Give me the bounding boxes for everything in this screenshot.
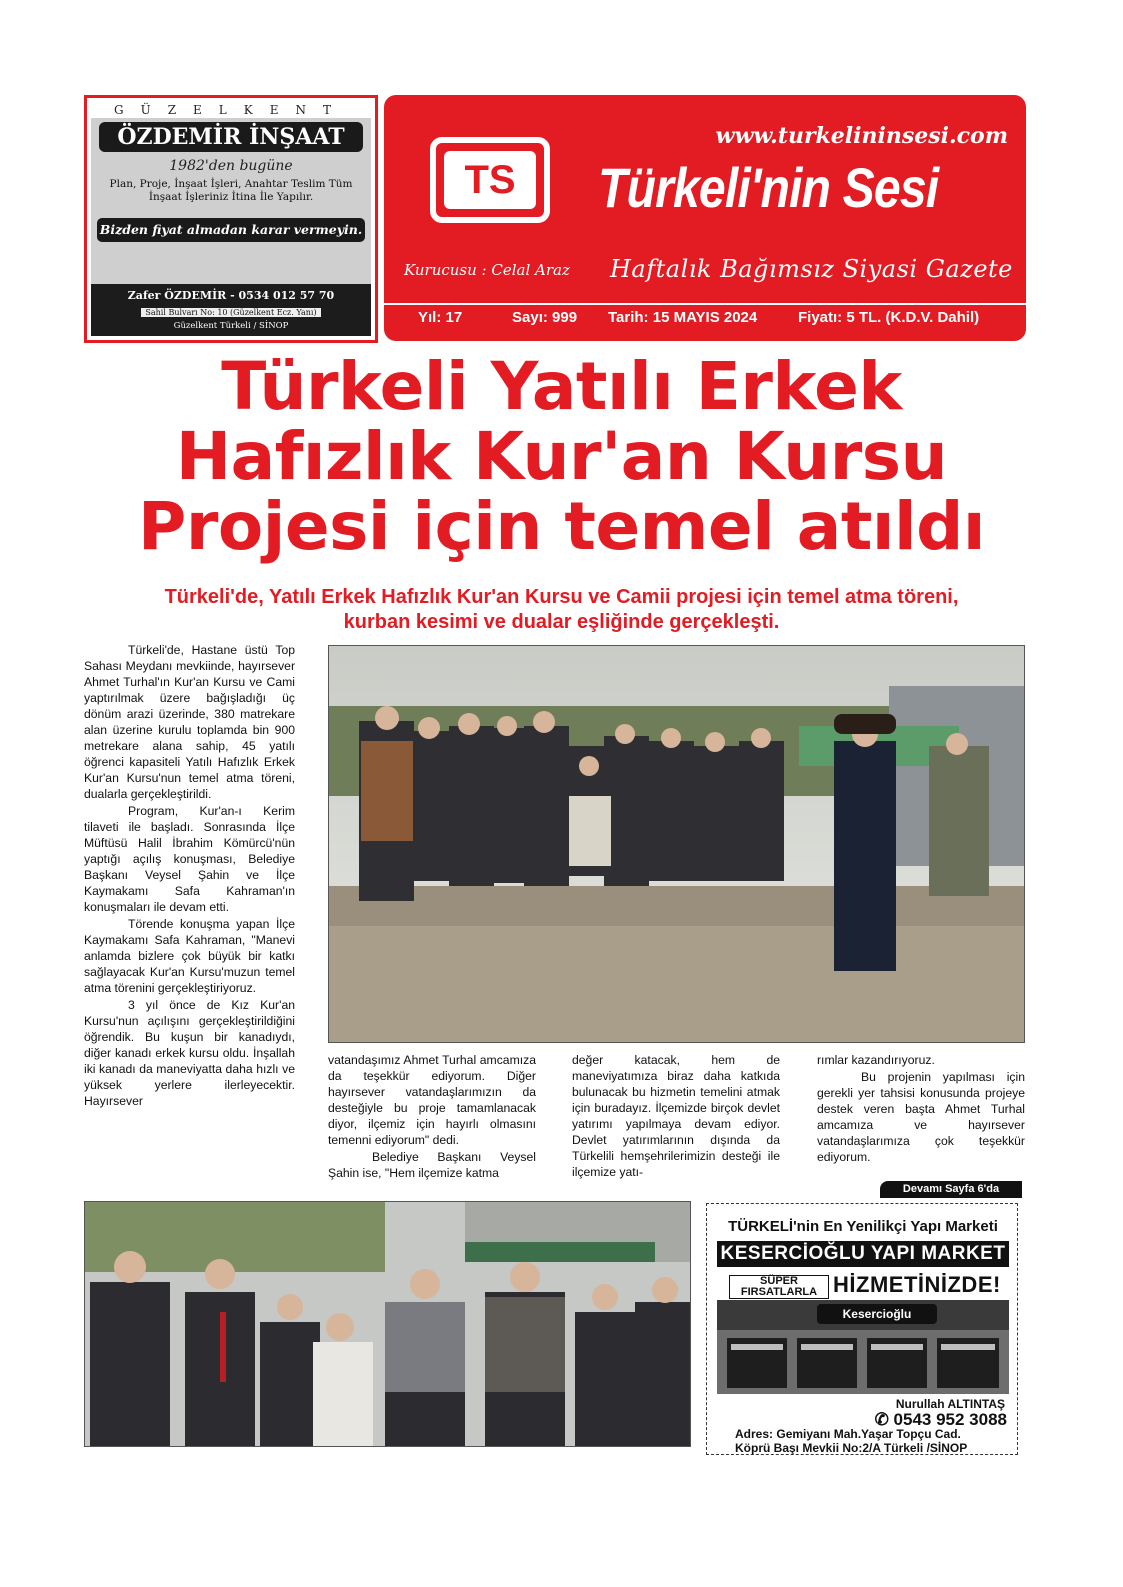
- ceremony-photo-main: [328, 645, 1025, 1043]
- logo-text: TS: [444, 151, 536, 209]
- subhead-line-1: Türkeli'de, Yatılı Erkek Hafızlık Kur'an Kursu ve Camii projesi için temel atma töreni,: [164, 586, 959, 608]
- newspaper-subtitle: Haftalık Bağımsız Siyasi Gazete: [610, 255, 1013, 283]
- newspaper-title: Türkeli'nin Sesi: [598, 156, 939, 219]
- ad-left-inner: [91, 102, 371, 336]
- continued-on-page: Devamı Sayfa 6'da: [880, 1181, 1022, 1198]
- website-url[interactable]: www.turkelininsesi.com: [715, 123, 1008, 149]
- storefront-photo: [717, 1300, 1009, 1394]
- issue-year: Yıl: 17: [418, 309, 463, 326]
- ad-left-company: ÖZDEMİR İNŞAAT: [99, 122, 363, 152]
- ad-right-address: [735, 1427, 967, 1455]
- ad-left-city: Güzelkent Türkeli / SİNOP: [173, 321, 289, 331]
- address-line-1: Gemiyanı Mah.Yaşar Topçu Cad.: [776, 1427, 961, 1441]
- ad-right-service: HİZMETİNİZDE!: [833, 1272, 1001, 1297]
- ad-right-company: KESERCİOĞLU YAPI MARKET: [717, 1241, 1009, 1267]
- ts-logo-icon: [430, 137, 550, 223]
- phone-number: 0543 952 3088: [893, 1410, 1007, 1429]
- article-column-2: [328, 1052, 536, 1198]
- store-sign: Kesercioğlu: [817, 1304, 937, 1324]
- ad-left-contact: Zafer ÖZDEMİR - 0534 012 57 70: [127, 289, 335, 302]
- subhead-line-2: kurban kesimi ve dualar eşliğinde gerçekleşti.: [343, 611, 780, 633]
- ad-right-super: SÜPER FIRSATLARLA: [729, 1275, 829, 1299]
- founder: Kurucusu : Celal Araz: [404, 261, 570, 279]
- article-headline: [60, 348, 1063, 565]
- paragraph: Program, Kur'an-ı Kerim tilaveti ile başladı. Sonrasında İlçe Müftüsü Halil İbrahim Kömürcü'nün yaptığı açılış konuşması, Belediye Başkanı Veysel Şahin ve İlçe Kaymakamı Safa Kahraman'ın konuşmaları ile devam etti.: [84, 804, 295, 914]
- ozdemir-insaat-ad: [84, 95, 378, 343]
- ad-left-slogan: Bizden fiyat almadan karar vermeyin.: [97, 218, 365, 242]
- ad-left-since: 1982'den bugüne: [169, 158, 293, 174]
- paragraph: değer katacak, hem de maneviyatımıza biraz daha katkıda bulunacak bu hizmetin temelini atmak için buradayız. İlçemizde birçok devlet yatırımı yapılmaya devam ediyor. Devlet yatırımlarının dışında da Türkelili hemşehrilerimizin desteği ile ilçemize yatı-: [572, 1053, 780, 1179]
- paragraph: rımlar kazandırıyoruz.: [817, 1053, 935, 1067]
- issue-date: Tarih: 15 MAYIS 2024: [608, 309, 758, 326]
- paragraph: vatandaşımız Ahmet Turhal amcamıza da teşekkür ediyorum. Diğer hayırsever vatandaşlarımızın da desteğiyle bu proje tamamlanacak diyor, ilçemiz için hayırlı olmasını temenni ediyorum" dedi.: [328, 1053, 536, 1147]
- paragraph: Bu projenin yapılması için gerekli yer tahsisi konusunda projeye destek veren başta Ahmet Turhal amcamıza ve hayırsever vatandaşlarımıza çok teşekkür ediyorum.: [817, 1070, 1025, 1164]
- ad-right-contact-person: Nurullah ALTINTAŞ: [895, 1397, 1005, 1411]
- paragraph: 3 yıl önce de Kız Kur'an Kursu'nun açılışını gerçekleştirildiğini öğrendik. Bu kuşun bir kanadıydı, diğer kanadı erkek kursu oldu. İnşallah iki kanadı da maneviyatta daha hızlı ve yüksek yerlere ilerleyecektir. Hayırsever: [84, 998, 295, 1108]
- article-column-1: [84, 642, 295, 1198]
- paragraph: Törende konuşma yapan İlçe Kaymakamı Safa Kahraman, "Manevi anlamda bizlere çok büyük bir katkı sağlayacak Kur'an Kursu'muzun temel atma törenini gerçekleştiriyoruz.: [84, 917, 295, 995]
- article-column-4: [817, 1052, 1025, 1180]
- ad-left-description: Plan, Proje, İnşaat İşleri, Anahtar Teslim Tüm İnşaat İşleriniz İtina İle Yapılır.: [109, 178, 353, 203]
- article-subheadline: [60, 585, 1063, 635]
- paragraph: Türkeli'de, Hastane üstü Top Sahası Meydanı mevkiinde, hayırsever Ahmet Turhal'ın Kur'an Kursu ve Cami yaptırılmak üzere bağışladığı üç dönüm arazi üzerinde, 380 matrekare alan üzerine kurulu toplamda bin 900 metrekare alana sahip, 45 yatılı öğrenci kapasiteli Yatılı Hafızlık Erkek Kur'an Kursu'nun temel atma töreni, dualarla gerçekleştirildi.: [84, 643, 295, 801]
- headline-line-2: Hafızlık Kur'an Kursu: [175, 418, 948, 495]
- ceremony-photo-prayer: [84, 1201, 691, 1447]
- issue-number: Sayı: 999: [512, 309, 578, 326]
- headline-line-3: Projesi için temel atıldı: [137, 488, 985, 565]
- ad-left-address: Sahil Bulvarı No: 10 (Güzelkent Ecz. Yanı): [141, 308, 320, 317]
- ad-left-contact-block: [91, 284, 371, 336]
- address-label: Adres:: [735, 1427, 774, 1441]
- phone-icon: ✆: [874, 1410, 889, 1429]
- masthead: [384, 95, 1026, 341]
- masthead-divider: [384, 303, 1026, 305]
- ad-right-tagline: TÜRKELİ'nin En Yenilikçi Yapı Marketi: [728, 1218, 998, 1235]
- ad-left-location: GÜZELKENT: [91, 102, 371, 118]
- issue-price: Fiyatı: 5 TL. (K.D.V. Dahil): [798, 309, 980, 326]
- address-line-2: Köprü Başı Mevkii No:2/A Türkeli /SİNOP: [735, 1441, 968, 1455]
- article-column-3: [572, 1052, 780, 1198]
- paragraph: Belediye Başkanı Veysel Şahin ise, "Hem ilçemize katma: [328, 1150, 536, 1180]
- kesercioglu-ad: [706, 1203, 1018, 1455]
- headline-line-1: Türkeli Yatılı Erkek: [221, 348, 902, 425]
